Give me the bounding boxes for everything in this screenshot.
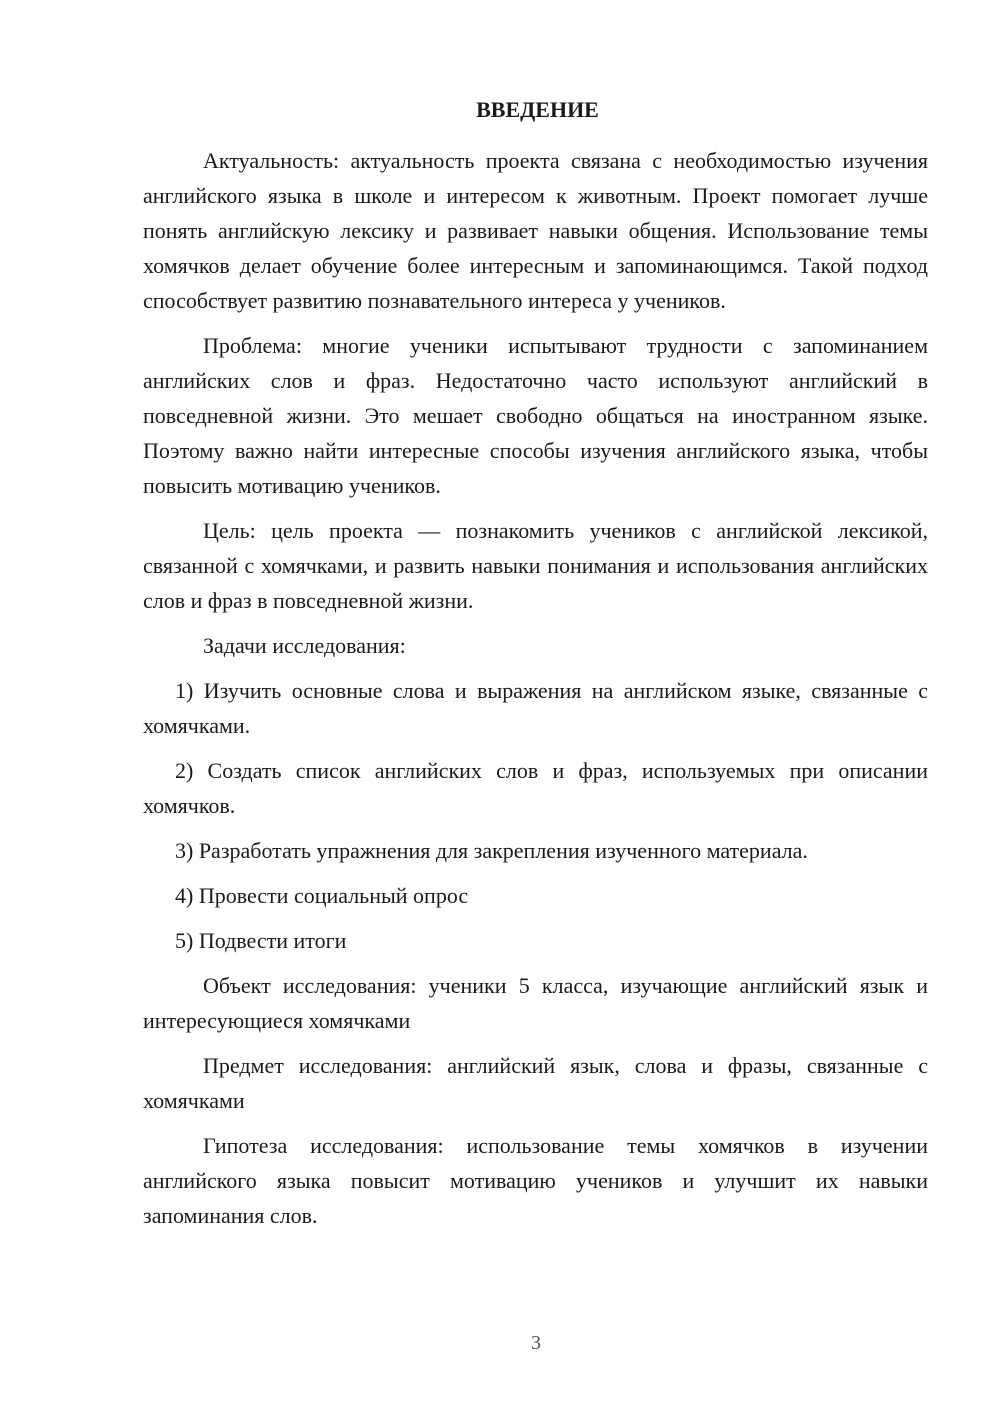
subject-paragraph: Предмет исследования: английский язык, слова и фразы, связанные с хомячками — [143, 1053, 928, 1113]
tasks-list — [143, 673, 928, 958]
section-title: ВВЕДЕНИЕ — [476, 97, 599, 122]
object-paragraph: Объект исследования: ученики 5 класса, изучающие английский язык и интересующиеся хомячками — [143, 973, 928, 1033]
page-number: 3 — [531, 1332, 541, 1354]
goal-paragraph: Цель: цель проекта — познакомить учеников с английской лексикой, связанной с хомячками, и развить навыки понимания и использования английских слов и фраз в повседневной жизни. — [143, 518, 928, 613]
task-item: 4) Провести социальный опрос — [175, 883, 469, 908]
task-item: 3) Разработать упражнения для закрепления изученного материала. — [175, 838, 808, 863]
task-item: 2) Создать список английских слов и фраз, используемых при описании хомячков. — [143, 758, 928, 818]
task-item: 1) Изучить основные слова и выражения на английском языке, связанные с хомячками. — [143, 678, 928, 738]
problem-paragraph: Проблема: многие ученики испытывают трудности с запоминанием английских слов и фраз. Недостаточно часто используют английский в повседневной жизни. Это мешает свободно общаться на иностранном языке. Поэтому важно найти интересные способы изучения английского языка, чтобы повысить мотивацию учеников. — [143, 333, 928, 498]
hypothesis-paragraph: Гипотеза исследования: использование темы хомячков в изучении английского языка повысит мотивацию учеников и улучшит их навыки запоминания слов. — [143, 1133, 928, 1228]
relevance-paragraph: Актуальность: актуальность проекта связана с необходимостью изучения английского языка в школе и интересом к животным. Проект помогает лучше понять английскую лексику и развивает навыки общения. Использование темы хомячков делает обучение более интересным и запоминающимся. Такой подход способствует развитию познавательного интереса у учеников. — [143, 148, 928, 313]
task-item: 5) Подвести итоги — [175, 928, 347, 953]
document-page — [143, 92, 928, 1243]
tasks-heading: Задачи исследования: — [203, 633, 406, 658]
